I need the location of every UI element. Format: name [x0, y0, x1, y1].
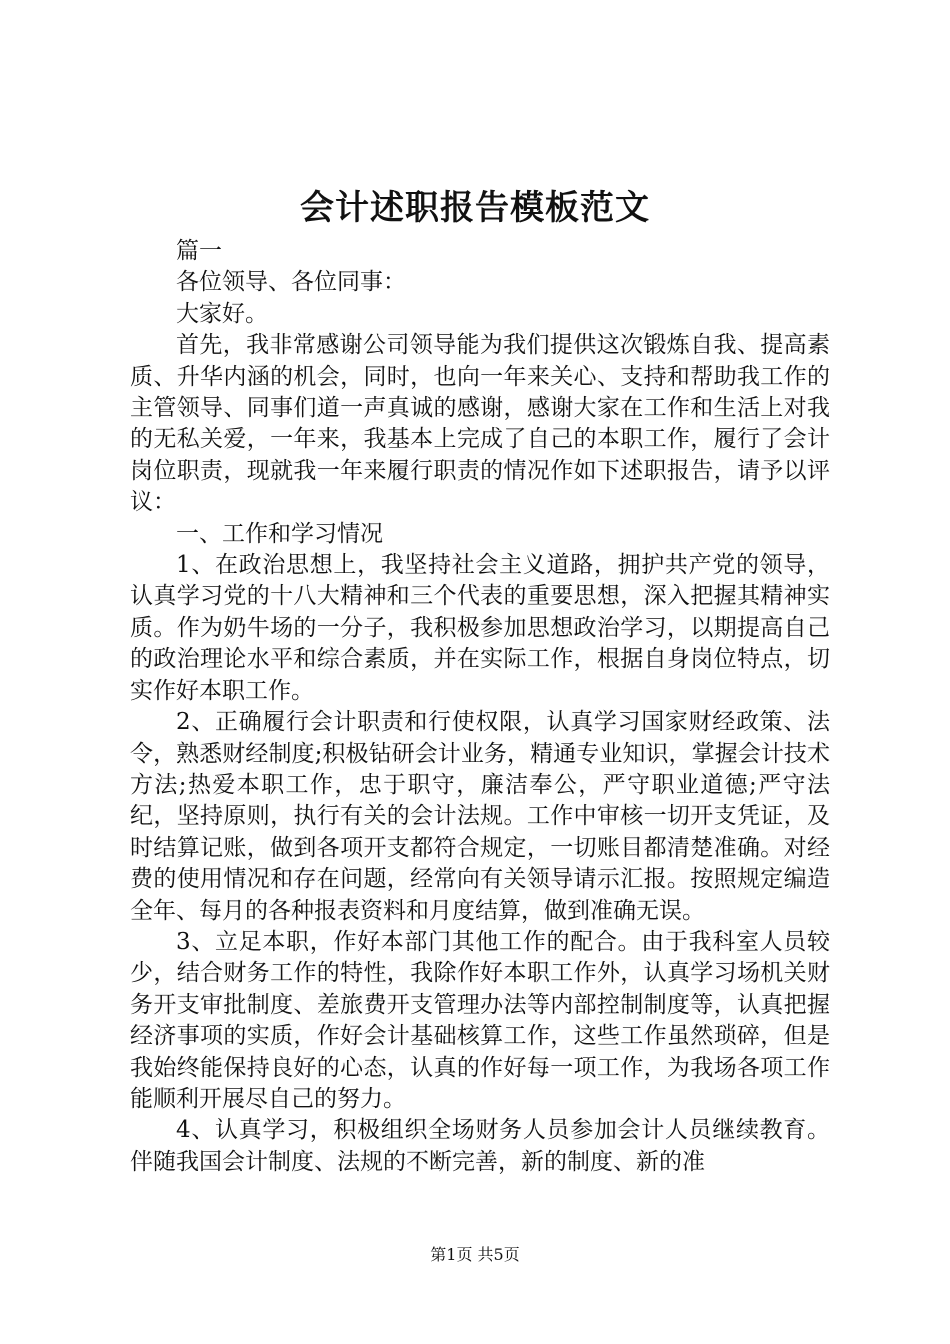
- paragraph-salutation: 各位领导、各位同事：: [176, 269, 406, 296]
- paragraph-section-label: 篇一: [176, 238, 222, 264]
- paragraph-introduction: 首先，我非常感谢公司领导能为我们提供这次锻炼自我、提高素质、升华内涵的机会，同时，也向一年来关心、支持和帮助我工作的主管领导、同事们道一声真诚的感谢，感谢大家在工作和生活上对我的无私关爱，一年来，我基本上完成了自己的本职工作，履行了会计岗位职责，现就我一年来履行职责的情况作如下述职报告，请予以评议：: [130, 332, 830, 516]
- paragraph-item-4: 4、认真学习，积极组织全场财务人员参加会计人员继续教育。伴随我国会计制度、法规的不断完善，新的制度、新的准: [130, 1117, 830, 1175]
- paragraph-heading-work-study: 一、工作和学习情况: [176, 520, 383, 547]
- page-footer: [0, 1244, 950, 1266]
- page-number: 第1页 共5页: [430, 1245, 520, 1264]
- paragraph-item-2: 2、正确履行会计职责和行使权限，认真学习国家财经政策、法令，熟悉财经制度;积极钻研会计业务，精通专业知识，掌握会计技术方法;热爱本职工作，忠于职守，廉洁奉公，严守职业道德;严守法纪，坚持原则，执行有关的会计法规。工作中审核一切开支凭证，及时结算记账，做到各项开支都符合规定，一切账目都清楚准确。对经费的使用情况和存在问题，经常向有关领导请示汇报。按照规定编造全年、每月的各种报表资料和月度结算，做到准确无误。: [130, 709, 830, 924]
- paragraph-greeting: 大家好。: [176, 300, 268, 327]
- document-body: [130, 236, 830, 1178]
- paragraph-item-1: 1、在政治思想上，我坚持社会主义道路，拥护共产党的领导，认真学习党的十八大精神和三个代表的重要思想，深入把握其精神实质。作为奶牛场的一分子，我积极参加思想政治学习，以期提高自己的政治理论水平和综合素质，并在实际工作，根据自身岗位特点，切实作好本职工作。: [130, 552, 830, 704]
- paragraph-item-3: 3、立足本职，作好本部门其他工作的配合。由于我科室人员较少，结合财务工作的特性，我除作好本职工作外，认真学习场机关财务开支审批制度、差旅费开支管理办法等内部控制制度等，认真把握经济事项的实质，作好会计基础核算工作，这些工作虽然琐碎，但是我始终能保持良好的心态，认真的作好每一项工作，为我场各项工作能顺利开展尽自己的努力。: [130, 928, 830, 1112]
- document-title: 会计述职报告模板范文: [300, 188, 650, 228]
